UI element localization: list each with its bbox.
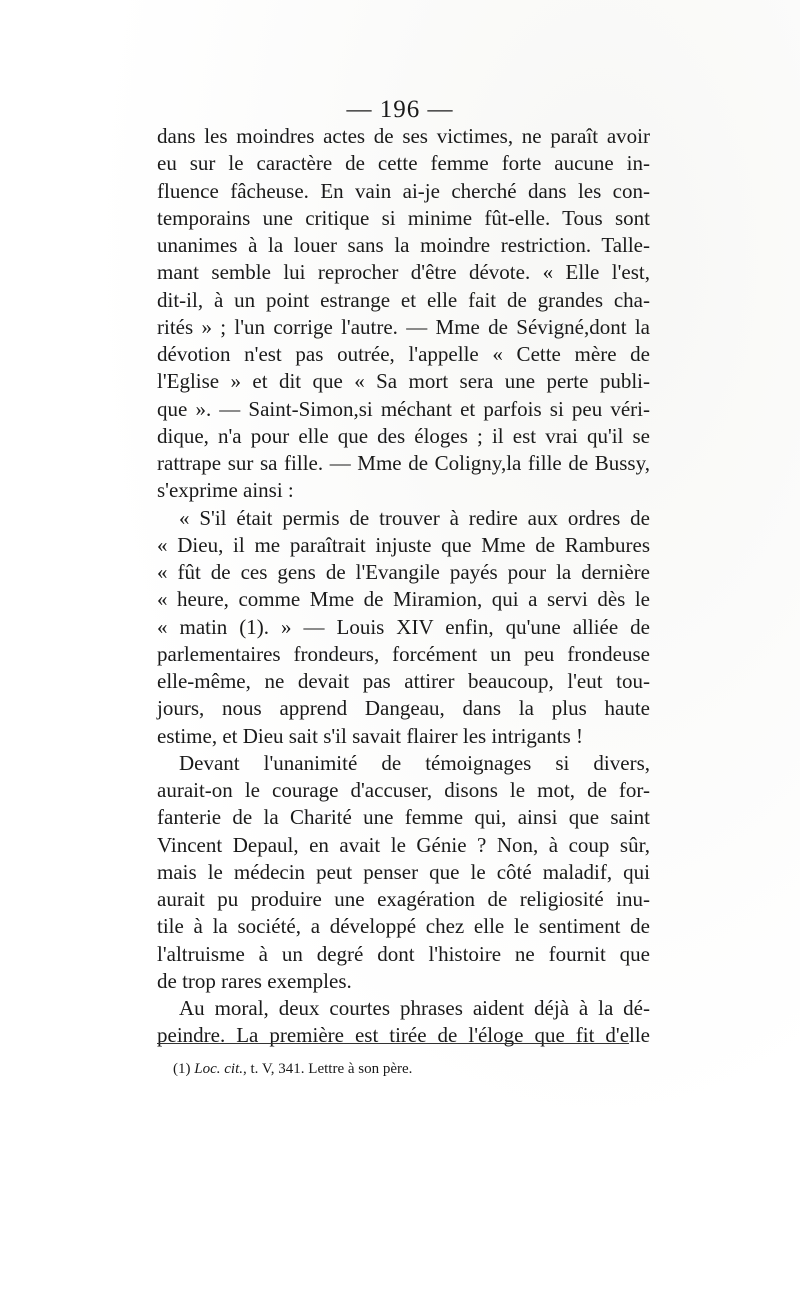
text-line: mais le médecin peut penser que le côté maladif, qui	[157, 859, 650, 884]
footnote	[173, 1061, 412, 1078]
text-line: fluence fâcheuse. En vain ai-je cherché dans les con-	[157, 178, 650, 203]
text-line: dit-il, à un point estrange et elle fait de grandes cha-	[157, 287, 650, 312]
text-line: tile à la société, a développé chez elle le sentiment de	[157, 914, 650, 939]
text-line: Au moral, deux courtes phrases aident déjà à la dé-	[179, 996, 650, 1020]
text-line: eu sur le caractère de cette femme forte aucune in-	[157, 151, 650, 176]
text-line: « S'il était permis de trouver à redire aux ordres de	[179, 505, 650, 530]
footnote-divider	[157, 1043, 629, 1044]
text-line: aurait-on le courage d'accuser, disons le mot, de for-	[157, 778, 650, 802]
footnote-marker: (1)	[173, 1061, 191, 1077]
text-line: dique, n'a pour elle que des éloges ; il est vrai qu'il se	[157, 423, 650, 448]
text-line: dans les moindres actes de ses victimes, ne paraît avoir	[157, 124, 650, 148]
text-line: fanterie de la Charité une femme qui, ainsi que saint	[157, 805, 650, 830]
text-line: dévotion n'est pas outrée, l'appelle « Cette mère de	[157, 342, 650, 366]
text-line: « matin (1). » — Louis XIV enfin, qu'une alliée de	[157, 614, 650, 639]
text-line: parlementaires frondeurs, forcément un peu frondeuse	[157, 641, 650, 666]
text-line: rattrape sur sa fille. — Mme de Coligny,la fille de Bussy,	[157, 451, 650, 475]
text-line: unanimes à la louer sans la moindre restriction. Talle-	[157, 233, 650, 257]
text-line: rités » ; l'un corrige l'autre. — Mme de Sévigné,dont la	[157, 314, 650, 339]
text-line: estime, et Dieu sait s'il savait flairer les intrigants !	[157, 723, 583, 748]
text-line: de trop rares exemples.	[157, 968, 352, 993]
text-line: « heure, comme Mme de Miramion, qui a servi dès le	[157, 587, 650, 612]
body-text	[157, 123, 650, 1050]
text-line: « fût de ces gens de l'Evangile payés pour la dernière	[157, 560, 650, 584]
footnote-source: Loc. cit.	[194, 1061, 243, 1077]
text-line: mant semble lui reprocher d'être dévote. « Elle l'est,	[157, 260, 650, 285]
text-line: « Dieu, il me paraîtrait injuste que Mme de Rambures	[157, 532, 650, 557]
text-line: aurait pu produire une exagération de religiosité inu-	[157, 887, 650, 911]
text-line: Vincent Depaul, en avait le Génie ? Non, à coup sûr,	[157, 832, 650, 857]
text-line: jours, nous apprend Dangeau, dans la plus haute	[157, 696, 650, 721]
footnote-text: , t. V, 341. Lettre à son père.	[243, 1061, 413, 1077]
text-line: l'Eglise » et dit que « Sa mort sera une perte publi-	[157, 369, 650, 394]
text-line: Devant l'unanimité de témoignages si divers,	[179, 750, 650, 775]
text-line: l'altruisme à un degré dont l'histoire ne fournit que	[157, 941, 650, 966]
text-line: elle-même, ne devait pas attirer beaucoup, l'eut tou-	[157, 669, 650, 693]
text-line: que ». — Saint-Simon,si méchant et parfois si peu véri-	[157, 396, 650, 421]
text-line: s'exprime ainsi :	[157, 478, 294, 503]
text-line: temporains une critique si minime fût-elle. Tous sont	[157, 205, 650, 230]
text-line: peindre. La première est tirée de l'éloge que fit d'elle	[157, 1023, 650, 1048]
page-number: — 196 —	[346, 96, 454, 123]
